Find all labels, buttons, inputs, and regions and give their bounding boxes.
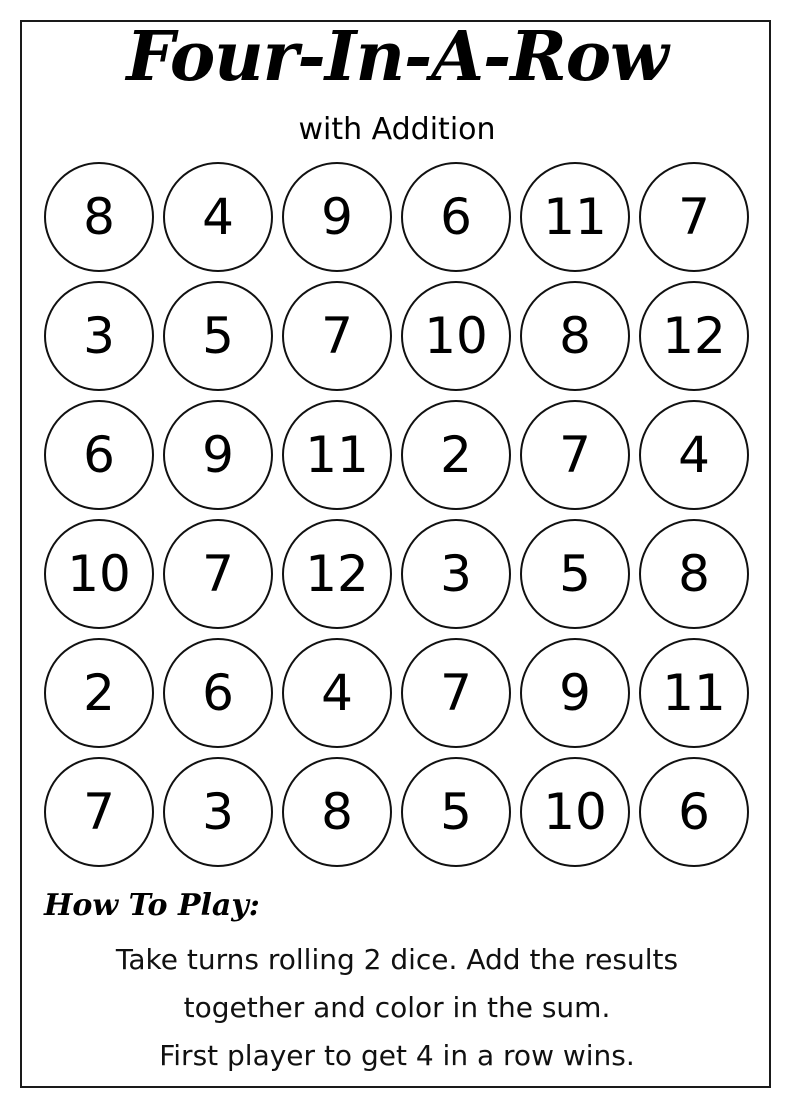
- board-cell[interactable]: 8: [639, 519, 749, 629]
- board-cell[interactable]: 7: [401, 638, 511, 748]
- board-cell[interactable]: 9: [520, 638, 630, 748]
- board-cell[interactable]: 7: [44, 757, 154, 867]
- board-cell[interactable]: 6: [639, 757, 749, 867]
- instruction-line: together and color in the sum.: [183, 991, 611, 1024]
- board-cell[interactable]: 5: [401, 757, 511, 867]
- board-cell[interactable]: 5: [520, 519, 630, 629]
- instruction-line: First player to get 4 in a row wins.: [159, 1039, 635, 1072]
- board-cell[interactable]: 4: [282, 638, 392, 748]
- board-cell[interactable]: 8: [44, 162, 154, 272]
- board-cell[interactable]: 11: [520, 162, 630, 272]
- board-cell[interactable]: 12: [639, 281, 749, 391]
- game-title: Four-In-A-Row: [126, 17, 668, 97]
- board-cell[interactable]: 3: [401, 519, 511, 629]
- board-cell[interactable]: 10: [401, 281, 511, 391]
- board-cell[interactable]: 4: [163, 162, 273, 272]
- how-to-play-heading: How To Play:: [44, 888, 260, 923]
- board-cell[interactable]: 12: [282, 519, 392, 629]
- game-subtitle: with Addition: [298, 112, 496, 147]
- board-cell[interactable]: 11: [282, 400, 392, 510]
- board-cell[interactable]: 8: [520, 281, 630, 391]
- board-cell[interactable]: 7: [282, 281, 392, 391]
- board-cell[interactable]: 10: [44, 519, 154, 629]
- board-cell[interactable]: 2: [44, 638, 154, 748]
- board-cell[interactable]: 6: [44, 400, 154, 510]
- board-cell[interactable]: 6: [163, 638, 273, 748]
- board-cell[interactable]: 8: [282, 757, 392, 867]
- board-cell[interactable]: 11: [639, 638, 749, 748]
- board-cell[interactable]: 10: [520, 757, 630, 867]
- board-cell[interactable]: 7: [520, 400, 630, 510]
- board-cell[interactable]: 4: [639, 400, 749, 510]
- board-cell[interactable]: 2: [401, 400, 511, 510]
- board-cell[interactable]: 9: [163, 400, 273, 510]
- board-cell[interactable]: 9: [282, 162, 392, 272]
- board-cell[interactable]: 7: [639, 162, 749, 272]
- board-cell[interactable]: 3: [163, 757, 273, 867]
- game-board: [44, 162, 749, 867]
- instructions: [0, 936, 794, 1080]
- instruction-line: Take turns rolling 2 dice. Add the results: [115, 943, 679, 976]
- board-cell[interactable]: 5: [163, 281, 273, 391]
- board-cell[interactable]: 7: [163, 519, 273, 629]
- board-cell[interactable]: 6: [401, 162, 511, 272]
- board-cell[interactable]: 3: [44, 281, 154, 391]
